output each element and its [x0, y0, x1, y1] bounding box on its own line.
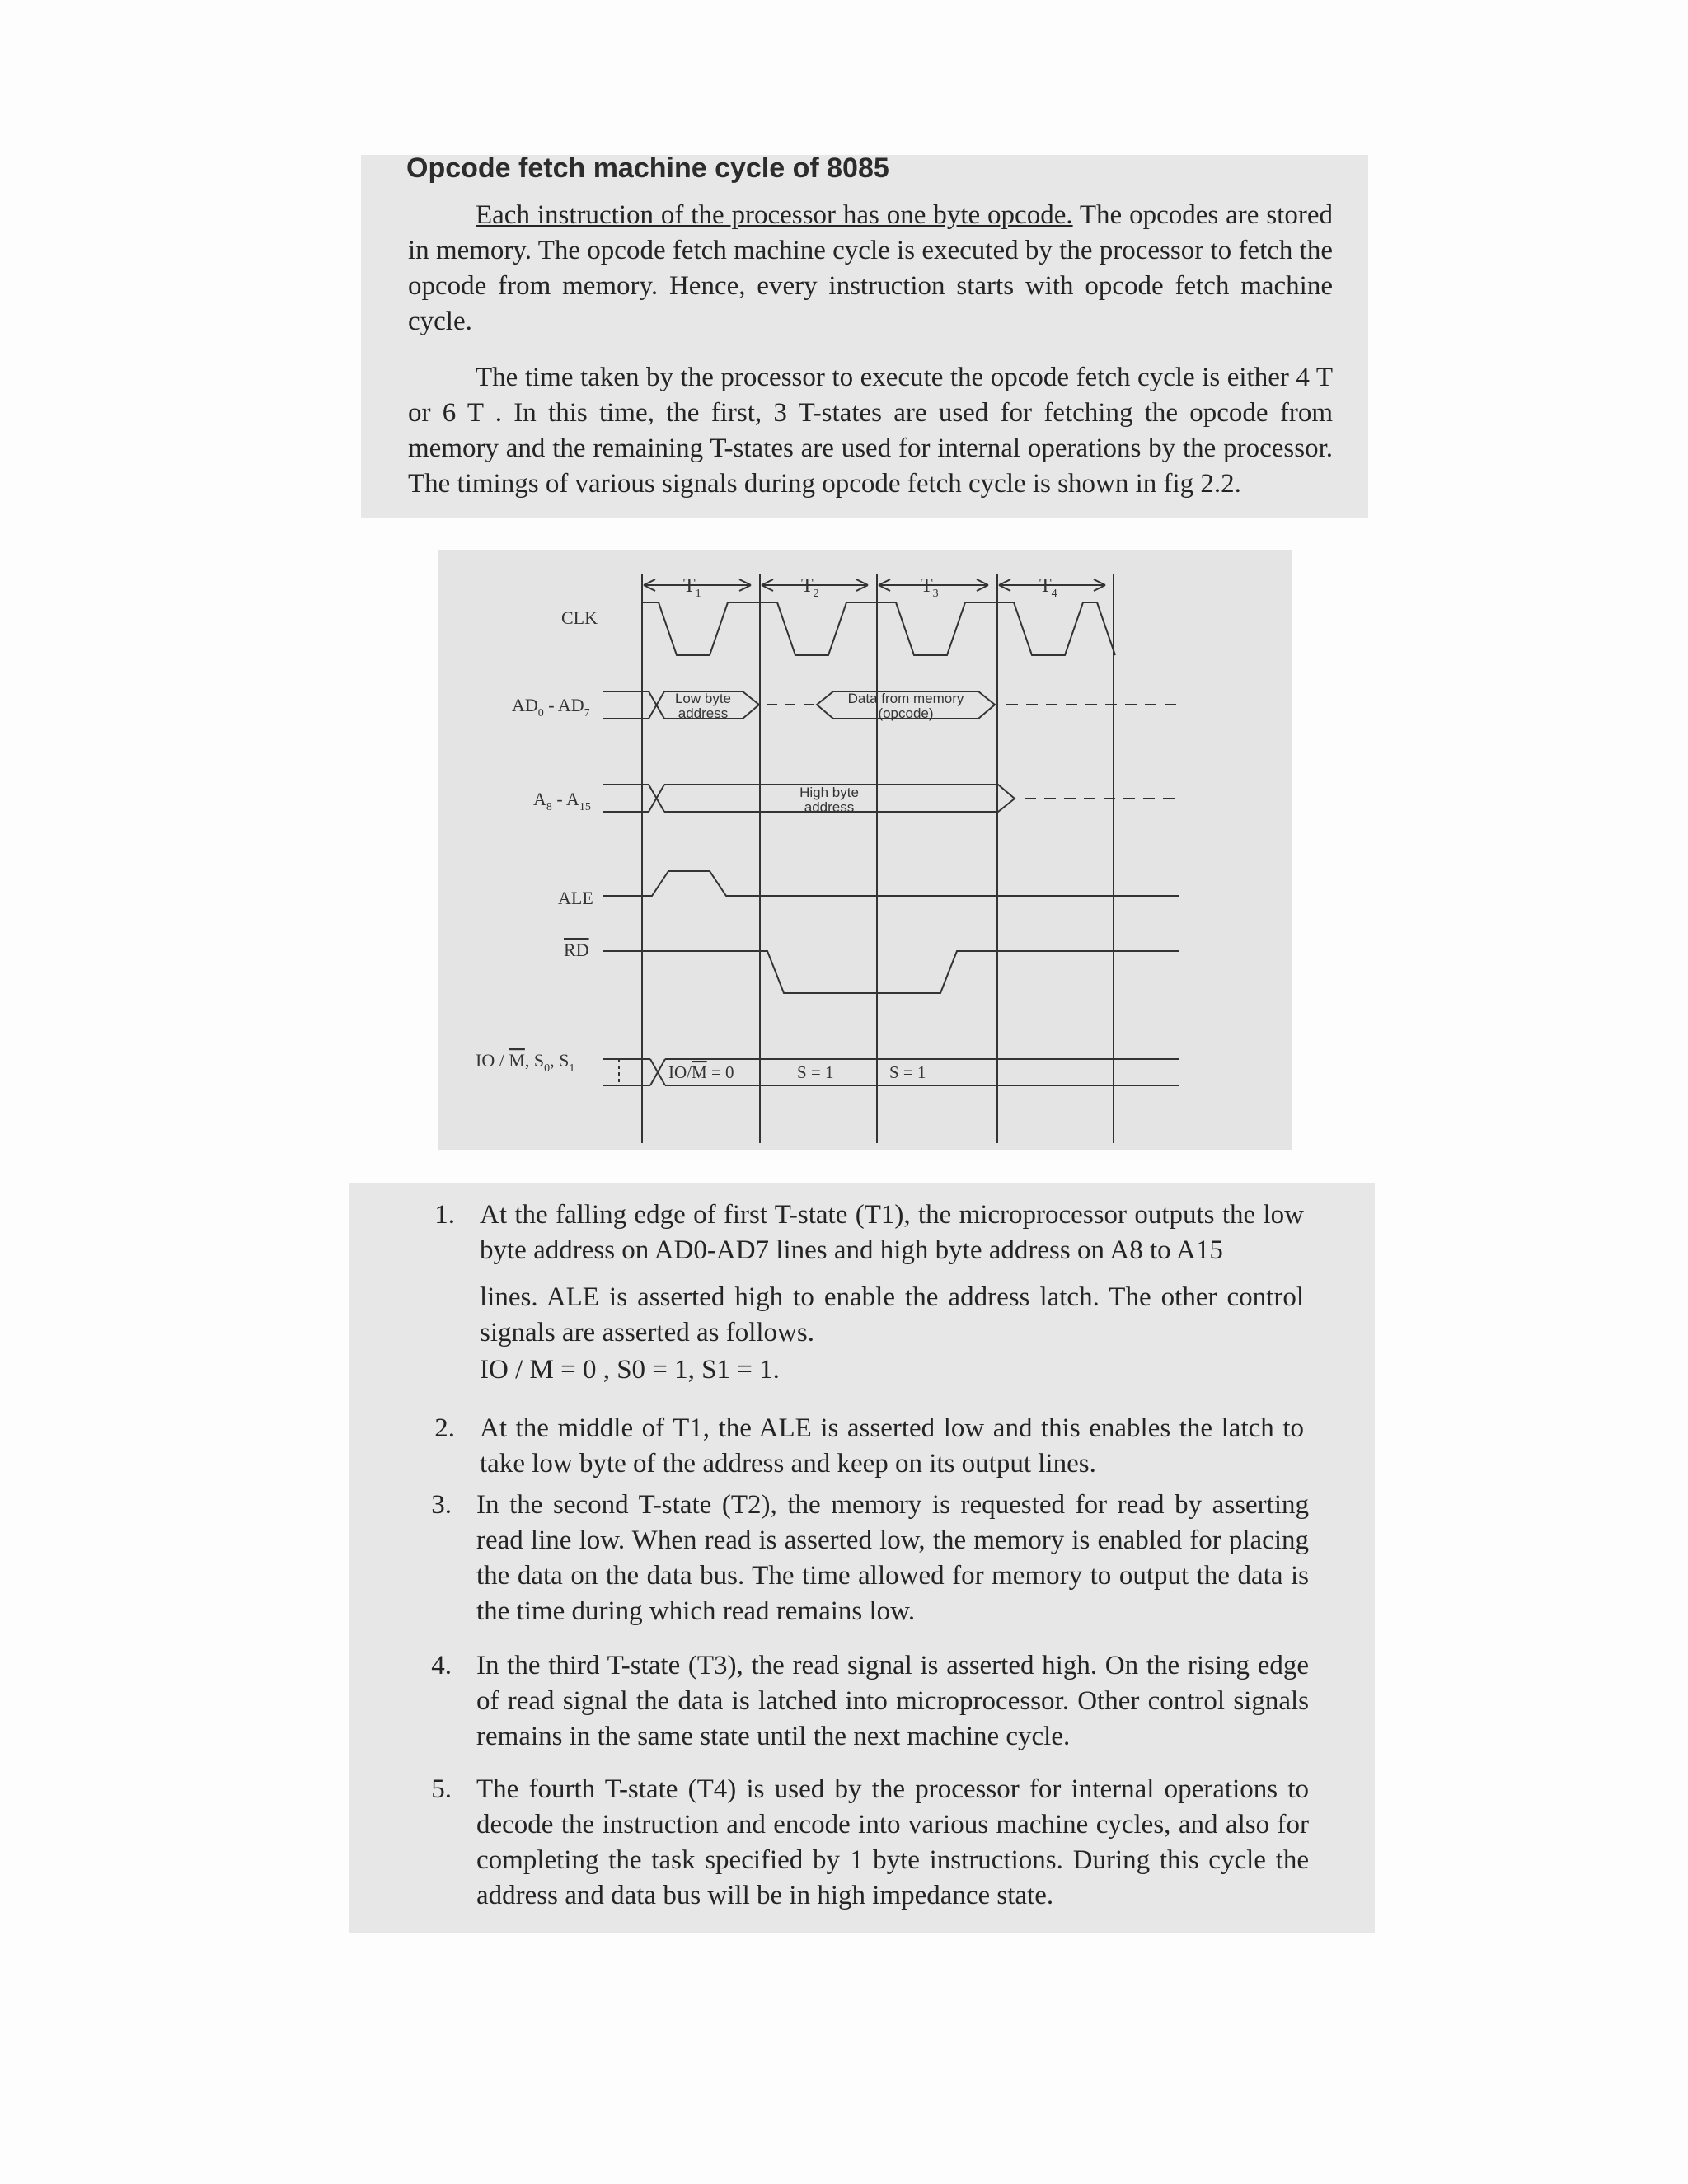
- low-byte-label-2: address: [678, 705, 729, 721]
- ale-label: ALE: [558, 888, 593, 908]
- underlined-sentence: Each instruction of the processor has one byte opcode.: [476, 200, 1073, 230]
- high-byte-label-1: High byte: [799, 785, 859, 800]
- t4-label: $T_4$: [1039, 575, 1057, 600]
- list-number: 5.: [431, 1774, 452, 1804]
- clk-waveform: [642, 602, 1115, 655]
- rd-waveform: [603, 951, 1179, 993]
- list-item-text: At the falling edge of first T-state (T1), the microprocessor outputs the low byte address on AD0-AD7 lines and high byte address on A8 to A15: [480, 1200, 1304, 1265]
- iom-zero-label: IO/M = 0: [668, 1062, 734, 1082]
- t1-label: $T_1$: [683, 575, 701, 600]
- ad-label: $AD_0 - AD_7$: [512, 695, 590, 719]
- a-label: $A_8 - A_{15}$: [533, 789, 591, 813]
- list-item-text: In the second T-state (T2), the memory is requested for read by asserting read line low. When read is asserted low, the memory is enabled for placing the data on the data bus. The time allowed for memory to output the data is the time during which read remains low.: [476, 1490, 1309, 1626]
- control-equation: IO / M = 0 , S0 = 1, S1 = 1.: [480, 1355, 780, 1385]
- list-item-text: In the third T-state (T3), the read signal is asserted high. On the rising edge of read signal the data is latched into microprocessor. Other control signals remains in the same state until the next machine cycle.: [476, 1651, 1309, 1751]
- s0-label: S = 1: [797, 1062, 834, 1082]
- intro-paragraph-2: [408, 360, 1333, 502]
- t2-label: $T_2$: [801, 575, 819, 600]
- t3-label: $T_3$: [921, 575, 939, 600]
- list-number: 4.: [431, 1651, 452, 1680]
- paragraph-1-rest: The opcodes are stored in memory. The opcode fetch machine cycle is executed by the processor to fetch the opcode from memory. Hence, every instruction starts with opcode fetch machine cycle.: [408, 200, 1333, 336]
- io-m-label: IO / M, $S_0$, $S_1$: [476, 1050, 575, 1075]
- data-memory-label-1: Data from memory: [847, 691, 964, 706]
- list-item-continuation: lines. ALE is asserted high to enable the address latch. The other control signals are asserted as follows.: [480, 1282, 1304, 1347]
- timing-diagram: [438, 550, 1292, 1150]
- ale-waveform: [603, 871, 1179, 896]
- list-number: 3.: [431, 1490, 452, 1520]
- list-number: 2.: [434, 1413, 455, 1443]
- s1-label: S = 1: [889, 1062, 926, 1082]
- list-item-text: The fourth T-state (T4) is used by the processor for internal operations to decode the instruction and encode into various machine cycles, and also for completing the task specified by 1 byte instructions. During this cycle the address and data bus will be in high impedance state.: [476, 1774, 1309, 1910]
- data-memory-label-2: (opcode): [878, 705, 934, 721]
- list-number: 1.: [434, 1200, 455, 1230]
- section-heading: Opcode fetch machine cycle of 8085: [406, 152, 889, 184]
- rd-label: RD: [564, 940, 589, 960]
- low-byte-label-1: Low byte: [674, 691, 732, 706]
- list-item-text: At the middle of T1, the ALE is asserted low and this enables the latch to take low byte of the address and keep on its output lines.: [480, 1413, 1304, 1479]
- paragraph-2-text: The time taken by the processor to execute the opcode fetch cycle is either 4 T or 6 T . In this time, the first, 3 T-states are used for fetching the opcode from memory and the remaining T-states are used for internal operations by the processor. The timings of various signals during opcode fetch cycle is shown in fig 2.2.: [408, 363, 1333, 499]
- high-byte-label-2: address: [804, 799, 855, 815]
- intro-paragraph-1: [408, 198, 1333, 340]
- clk-label: CLK: [561, 607, 598, 628]
